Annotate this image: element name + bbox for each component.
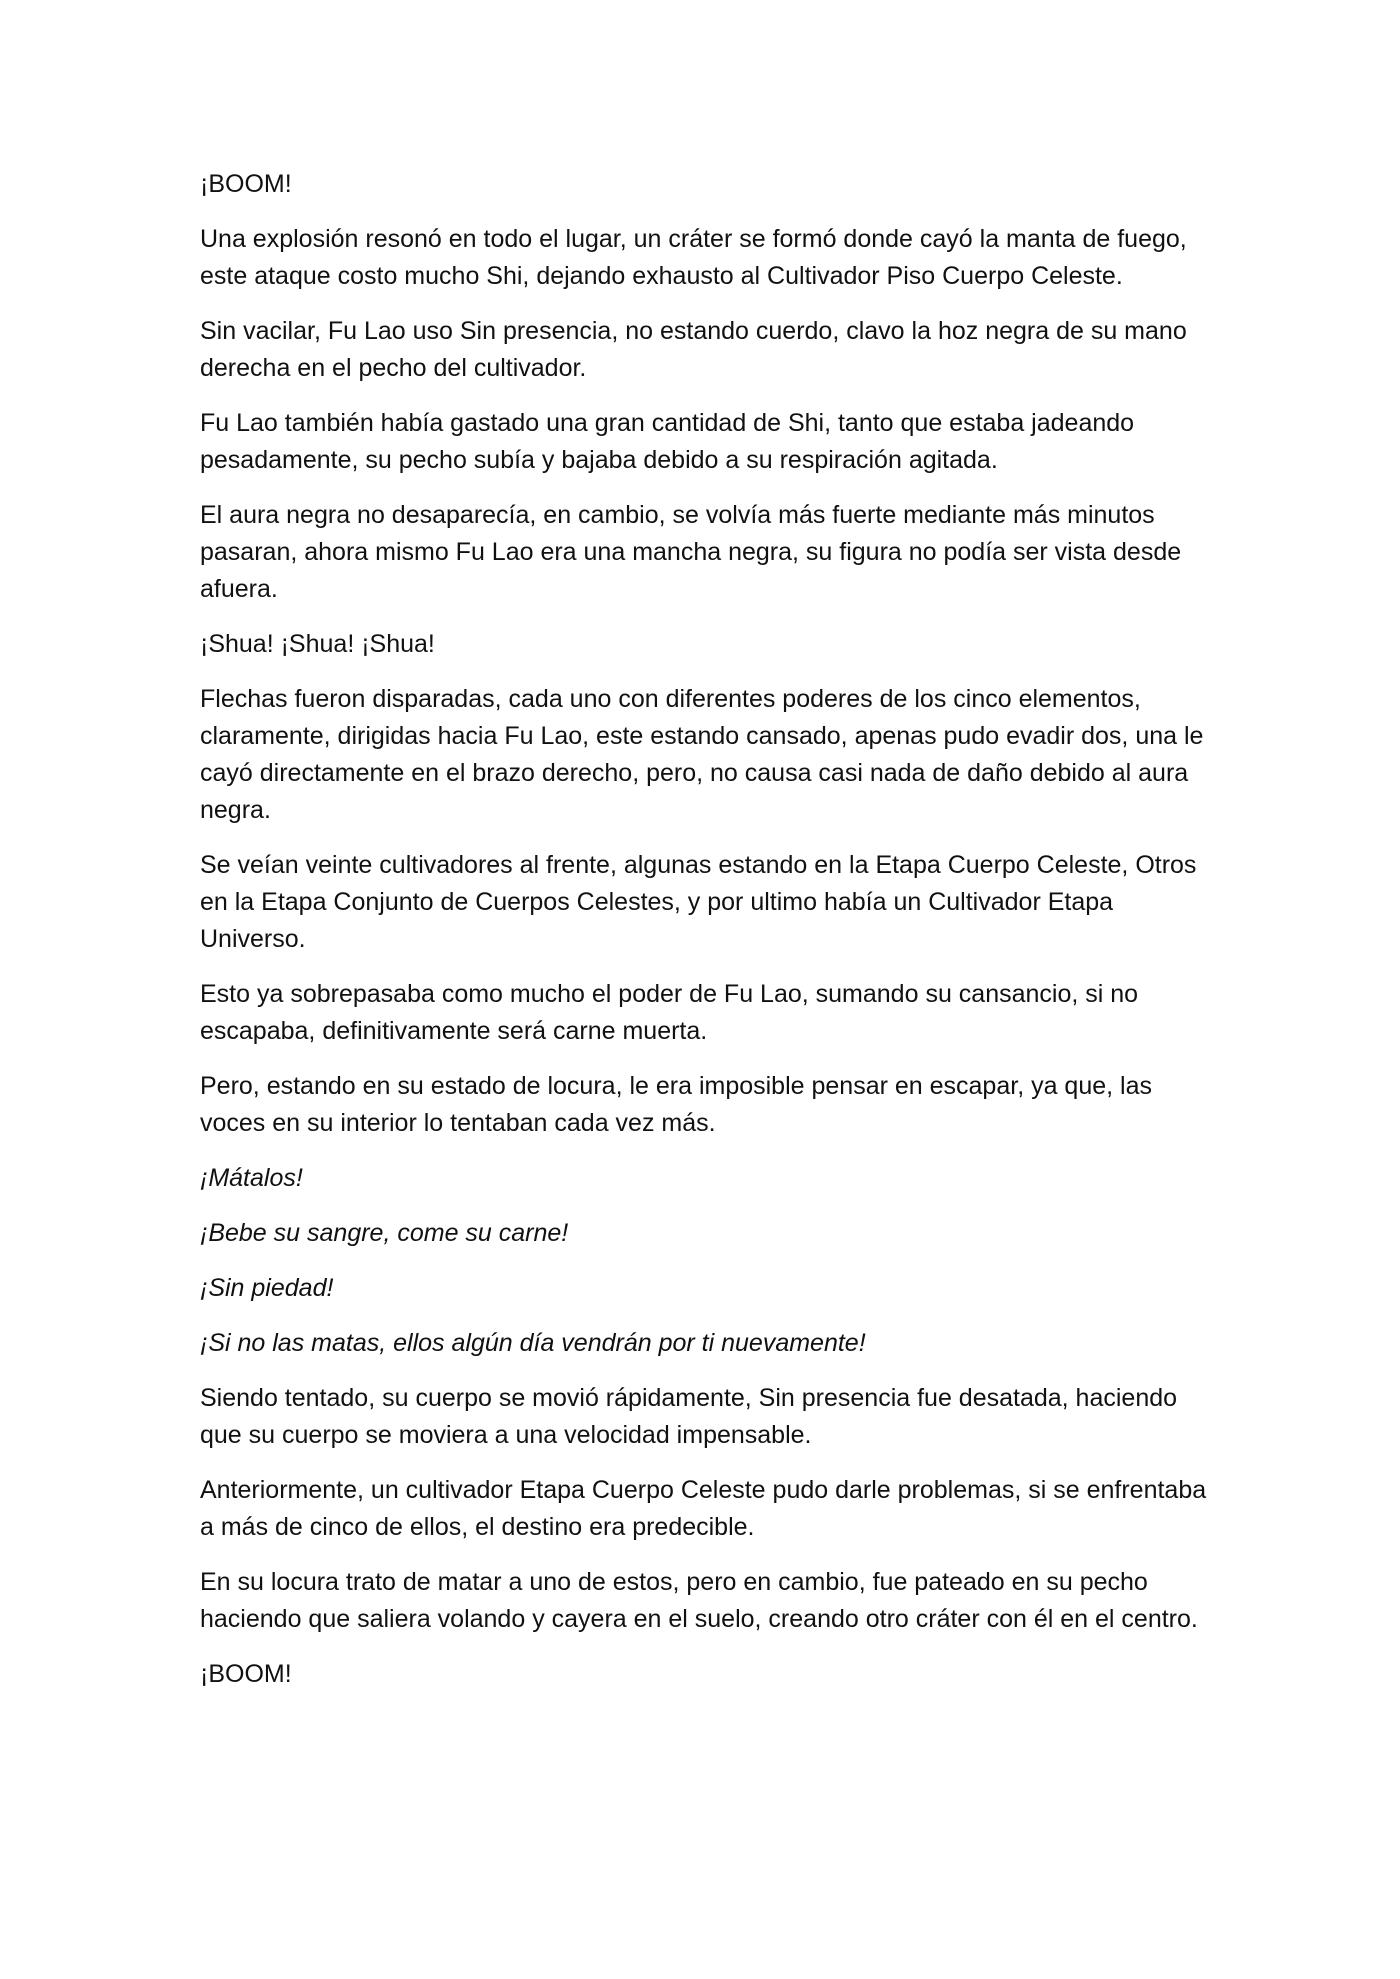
- paragraph-sin-vacilar: Sin vacilar, Fu Lao uso Sin presencia, no estando cuerdo, clavo la hoz negra de su mano derecha en el pecho del cultivador.: [200, 317, 1187, 382]
- paragraph-fu-lao-shi: Fu Lao también había gastado una gran cantidad de Shi, tanto que estaba jadeando pesadamente, su pecho subía y bajaba debido a su respiración agitada.: [200, 409, 1135, 474]
- paragraph-veinte-cultivadores: Se veían veinte cultivadores al frente, algunas estando en la Etapa Cuerpo Celeste, Otros en la Etapa Conjunto de Cuerpos Celestes, y por ultimo había un Cultivador Etapa Universo.: [200, 851, 1197, 953]
- paragraph-sobrepasaba: Esto ya sobrepasaba como mucho el poder de Fu Lao, sumando su cansancio, si no escapaba, definitivamente será carne muerta.: [200, 980, 1139, 1045]
- paragraph-explosion: Una explosión resonó en todo el lugar, un cráter se formó donde cayó la manta de fuego, este ataque costo mucho Shi, dejando exhausto al Cultivador Piso Cuerpo Celeste.: [200, 225, 1187, 290]
- paragraph-anteriormente: Anteriormente, un cultivador Etapa Cuerpo Celeste pudo darle problemas, si se enfrentaba a más de cinco de ellos, el destino era predecible.: [200, 1476, 1207, 1541]
- paragraph-siendo-tentado: Siendo tentado, su cuerpo se movió rápidamente, Sin presencia fue desatada, haciendo que su cuerpo se moviera a una velocidad impensable.: [200, 1384, 1178, 1449]
- paragraph-shua: ¡Shua! ¡Shua! ¡Shua!: [200, 630, 435, 658]
- paragraph-boom-2: ¡BOOM!: [200, 1660, 292, 1688]
- paragraph-boom-1: ¡BOOM!: [200, 170, 292, 198]
- paragraph-en-su-locura: En su locura trato de matar a uno de estos, pero en cambio, fue pateado en su pecho haciendo que saliera volando y cayera en el suelo, creando otro cráter con él en el centro.: [200, 1568, 1198, 1633]
- paragraph-si-no-las-matas: ¡Si no las matas, ellos algún día vendrán por ti nuevamente!: [200, 1329, 866, 1357]
- paragraph-bebe-sangre: ¡Bebe su sangre, come su carne!: [200, 1219, 569, 1247]
- paragraph-aura-negra: El aura negra no desaparecía, en cambio, se volvía más fuerte mediante más minutos pasaran, ahora mismo Fu Lao era una mancha negra, su figura no podía ser vista desde afuera.: [200, 501, 1182, 603]
- paragraph-flechas: Flechas fueron disparadas, cada uno con diferentes poderes de los cinco elementos, claramente, dirigidas hacia Fu Lao, este estando cansado, apenas pudo evadir dos, una le cayó directamente en el brazo derecho, pero, no causa casi nada de daño debido al aura negra.: [200, 685, 1204, 824]
- paragraph-sin-piedad: ¡Sin piedad!: [200, 1274, 334, 1302]
- paragraph-matalos: ¡Mátalos!: [200, 1164, 303, 1192]
- paragraph-locura: Pero, estando en su estado de locura, le era imposible pensar en escapar, ya que, las voces en su interior lo tentaban cada vez más.: [200, 1072, 1152, 1137]
- document-body: [200, 166, 1210, 1711]
